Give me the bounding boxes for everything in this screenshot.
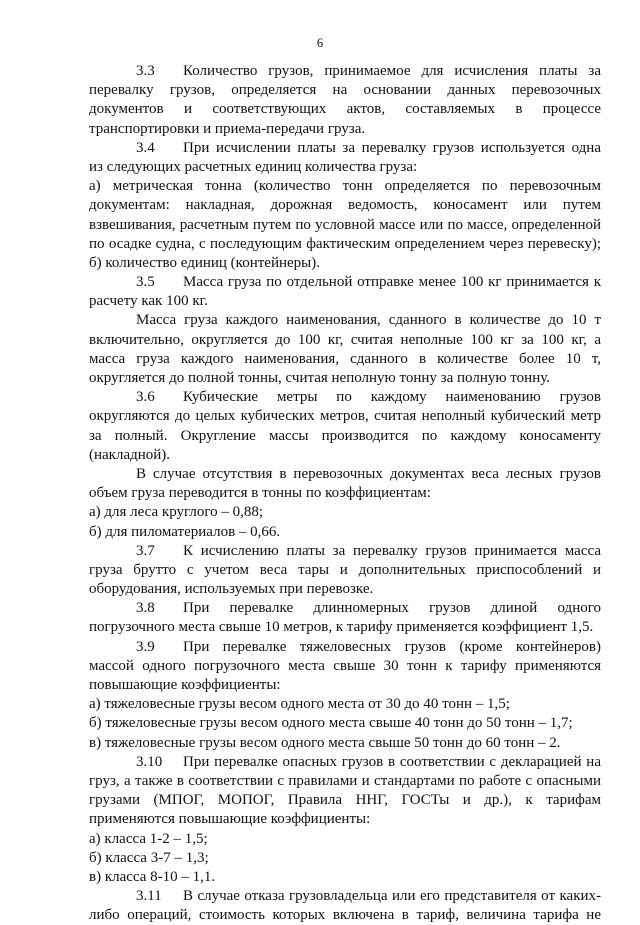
text-line <box>89 120 601 139</box>
line-text: груз, а также в соответствии с правилами и стандартами по работе с опасными <box>89 772 601 789</box>
text-line <box>89 254 601 273</box>
text-line <box>89 830 601 849</box>
line-text: а) для леса круглого – 0,88; <box>89 504 264 521</box>
line-text: за полный. Округление массы производится по каждому коносаменту <box>89 427 601 444</box>
line-text: б) класса 3-7 – 1,3; <box>89 849 209 866</box>
line-text: повышающие коэффициенты: <box>89 677 281 693</box>
line-text: взвешивания, расчетным путем по условной массе или по массе, определенной <box>89 216 601 233</box>
line-text: документов и соответствующих актов, составляемых в процессе <box>89 101 601 118</box>
line-text: документам: накладная, дорожная ведомость, коносамент или путем <box>89 197 601 214</box>
line-text: В случае отказа грузовладельца или его представителя от каких- <box>183 888 601 905</box>
text-line <box>89 235 601 254</box>
line-text: При перевалке длинномерных грузов длиной одного <box>183 600 601 617</box>
text-line <box>89 714 601 733</box>
line-text: В случае отсутствия в перевозочных документах веса лесных грузов <box>136 465 601 482</box>
line-text: б) тяжеловесные грузы весом одного места свыше 40 тонн до 50 тонн – 1,7; <box>89 715 573 732</box>
line-text: б) для пиломатериалов – 0,66. <box>89 523 281 540</box>
line-text: груза брутто с учетом веса тары и дополнительных приспособлений и <box>89 561 601 578</box>
text-line <box>89 216 601 235</box>
text-line <box>89 465 601 484</box>
line-text: в) класса 8-10 – 1,1. <box>89 868 216 885</box>
clause-start-line <box>89 542 601 561</box>
page-number: 6 <box>316 36 324 50</box>
line-text: а) класса 1-2 – 1,5; <box>89 830 208 847</box>
text-line <box>89 503 601 522</box>
clause-number: 3.5 <box>136 274 155 291</box>
clause-start-line <box>89 638 601 657</box>
line-text: из следующих расчетных единиц количества груза: <box>89 158 418 175</box>
line-text: Кубические метры по каждому наименованию грузов <box>183 389 601 406</box>
text-line <box>89 369 601 388</box>
text-line <box>89 158 601 177</box>
text-line <box>89 292 601 311</box>
text-line <box>89 734 601 753</box>
text-line <box>89 81 601 100</box>
line-text: Количество грузов, принимаемое для исчисления платы за <box>183 63 601 79</box>
text-line <box>89 810 601 829</box>
line-text: либо операций, стоимость которых включена в тариф, величина тарифа не <box>89 907 601 924</box>
clause-start-line <box>89 273 601 292</box>
line-text: а) тяжеловесные грузы весом одного места от 30 до 40 тонн – 1,5; <box>89 696 510 713</box>
text-line <box>89 618 601 637</box>
text-line <box>89 868 601 887</box>
line-text: объем груза переводится в тонны по коэффициентам: <box>89 485 431 502</box>
line-text: а) метрическая тонна (количество тонн определяется по перевозочным <box>89 178 601 195</box>
text-line <box>89 350 601 369</box>
clause-number: 3.10 <box>136 753 163 770</box>
text-line <box>89 484 601 503</box>
line-text: погрузочного места свыше 10 метров, к тарифу применяется коэффициент 1,5. <box>89 619 594 636</box>
line-text: При исчислении платы за перевалку грузов используется одна <box>183 139 601 156</box>
line-text: перевалку грузов, определяется на основании данных перевозочных <box>89 82 601 99</box>
text-line <box>89 523 601 542</box>
line-text: транспортировки и приема-передачи груза. <box>89 120 366 137</box>
text-line <box>89 311 601 330</box>
text-line <box>89 407 601 426</box>
line-text: округляются до целых кубических метров, считая неполный кубический метр <box>89 408 601 425</box>
clause-start-line <box>89 62 601 81</box>
text-line <box>89 695 601 714</box>
line-text: оборудования, используемых при перевозке. <box>89 581 374 598</box>
text-line <box>89 100 601 119</box>
line-text: б) количество единиц (контейнеры). <box>89 254 320 271</box>
line-text: массой одного погрузочного места свыше 30 тонн к тарифу применяются <box>89 657 601 674</box>
line-text: включительно, округляется до 100 кг, считая неполные 100 кг за 100 кг, а <box>89 331 601 348</box>
text-line <box>89 446 601 465</box>
text-line <box>89 196 601 215</box>
clause-start-line <box>89 388 601 407</box>
text-line <box>89 772 601 791</box>
text-line <box>89 580 601 599</box>
text-line <box>89 561 601 580</box>
clause-number: 3.3 <box>136 63 155 79</box>
text-line <box>89 849 601 868</box>
clause-start-line <box>89 887 601 906</box>
clause-start-line <box>89 599 601 618</box>
line-text: применяются повышающие коэффициенты: <box>89 811 371 828</box>
line-text: грузами (МПОГ, МОПОГ, Правила ННГ, ГОСТы и др.), к тарифам <box>89 792 601 809</box>
clause-number: 3.6 <box>136 389 155 406</box>
text-line <box>89 906 601 925</box>
line-text: (накладной). <box>89 446 171 463</box>
text-line <box>89 791 601 810</box>
clause-start-line <box>89 139 601 158</box>
clause-number: 3.8 <box>136 600 155 617</box>
clause-number: 3.7 <box>136 542 155 559</box>
text-line <box>89 427 601 446</box>
line-text: расчету как 100 кг. <box>89 293 208 310</box>
line-text: округляется до полной тонны, считая неполную тонну за полную тонну. <box>89 370 550 386</box>
line-text: по осадке судна, с последующим фактическим определением через перевеску); <box>89 235 601 252</box>
line-text: Масса груза по отдельной отправке менее 100 кг принимается к <box>183 274 601 291</box>
text-line <box>89 177 601 196</box>
line-text: в) тяжеловесные грузы весом одного места свыше 50 тонн до 60 тонн – 2. <box>89 734 561 751</box>
line-text: К исчислению платы за перевалку грузов принимается масса <box>183 542 601 559</box>
clause-number: 3.9 <box>136 638 155 655</box>
text-line <box>89 657 601 676</box>
document-body <box>89 62 601 925</box>
clause-number: 3.4 <box>136 139 155 156</box>
line-text: Масса груза каждого наименования, сданного в количестве до 10 т <box>136 312 601 329</box>
clause-start-line <box>89 753 601 772</box>
line-text: масса груза каждого наименования, сданного в количестве более 10 т, <box>89 350 601 367</box>
clause-number: 3.11 <box>136 888 162 905</box>
line-text: При перевалке тяжеловесных грузов (кроме контейнеров) <box>183 638 601 655</box>
line-text: При перевалке опасных грузов в соответствии с декларацией на <box>183 753 601 770</box>
text-line <box>89 331 601 350</box>
text-line <box>89 676 601 695</box>
